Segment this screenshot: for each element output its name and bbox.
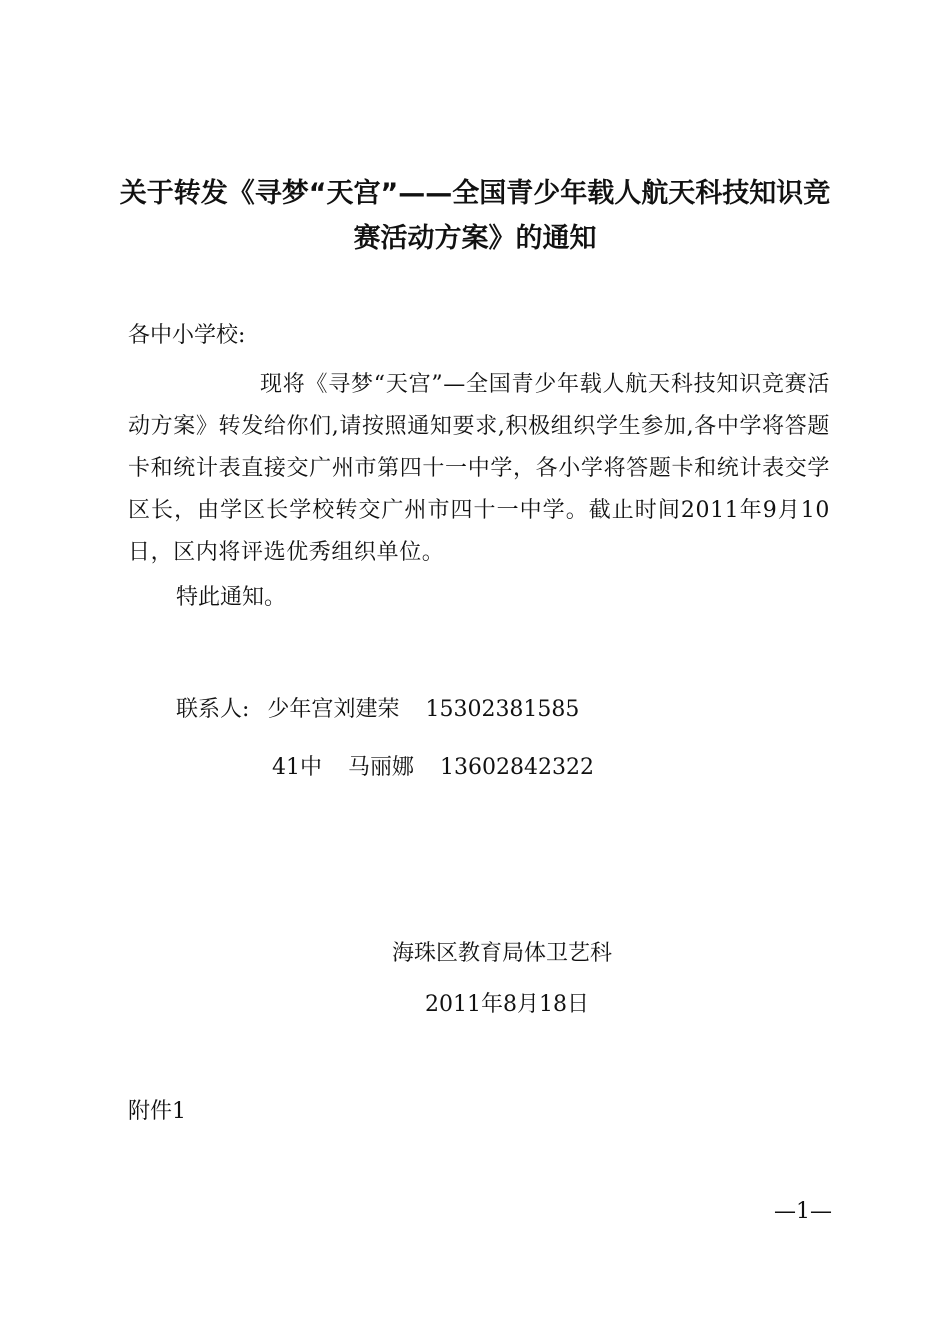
attachment-label: 附件1 (128, 1099, 186, 1124)
contact-name: 刘建荣 (333, 697, 400, 722)
signature-organization: 海珠区教育局体卫艺科 (392, 941, 613, 966)
contact-org: 少年宫 (267, 697, 334, 722)
closing-line: 特此通知。 (176, 585, 287, 610)
contact-row-1 (176, 690, 579, 730)
contact-row-2 (272, 748, 594, 788)
body-paragraph: 现将《寻梦“天宫”—全国青少年载人航天科技知识竞赛活动方案》转发给你们,请按照通知要求,积极组织学生参加,各中学将答题卡和统计表直接交广州市第四十一中学，各小学将答题卡和统计表交学区长，由学区长学校转交广州市四十一中学。截止时间2011年9月10日，区内将评选优秀组织单位。 (128, 372, 830, 565)
document-title-line-2: 赛活动方案》的通知 (353, 223, 597, 254)
document-title-line-1: 关于转发《寻梦“天宫”——全国青少年载人航天科技知识竞 (119, 178, 831, 209)
contact-phone: 13602842322 (440, 755, 594, 780)
salutation: 各中小学校: (128, 323, 246, 348)
contact-org: 41中 (272, 755, 322, 780)
signature-date: 2011年8月18日 (425, 992, 589, 1017)
contact-label: 联系人: (176, 697, 250, 722)
contact-name: 马丽娜 (348, 755, 415, 780)
contact-phone: 15302381585 (425, 697, 580, 722)
page-number: —1— (774, 1199, 832, 1224)
